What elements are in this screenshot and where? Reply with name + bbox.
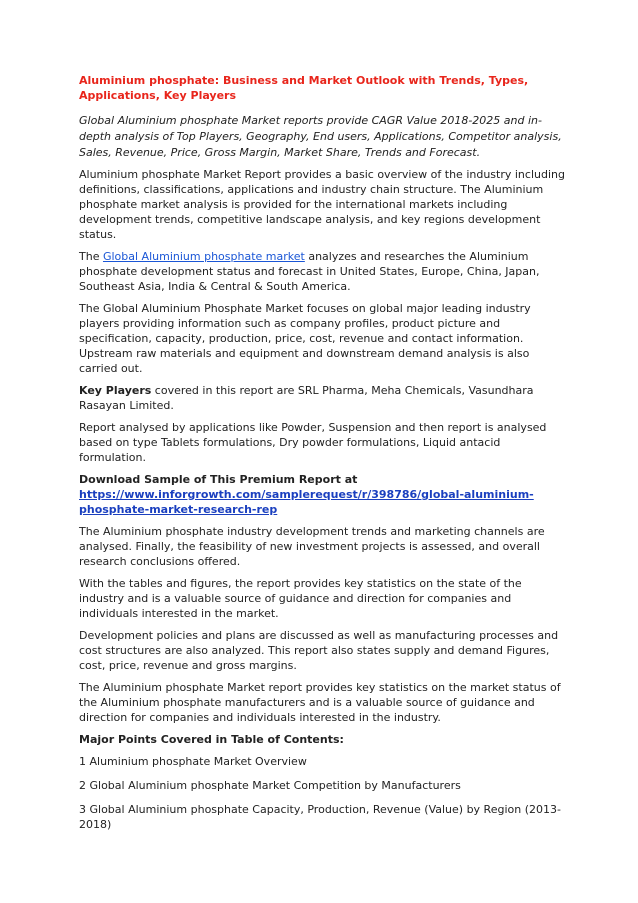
toc-item: 3 Global Aluminium phosphate Capacity, Production, Revenue (Value) by Region (2013-2018) [79, 803, 561, 831]
document-title: Aluminium phosphate: Business and Market Outlook with Trends, Types, Applications, Key Players [79, 74, 529, 102]
key-players-label: Key Players [79, 384, 152, 397]
regions-text-after: analyzes and researches the Aluminium phosphate development status and forecast in United States, Europe, China, Japan, Southeast Asia, India & Central & South America. [79, 250, 540, 293]
key-players-text: covered in this report are SRL Pharma, Meha Chemicals, Vasundhara Rasayan Limited. [79, 384, 534, 412]
toc-heading: Major Points Covered in Table of Contents: [79, 733, 344, 746]
regions-paragraph [79, 249, 566, 294]
download-label: Download Sample of This Premium Report at [79, 473, 358, 486]
applications-paragraph: Report analysed by applications like Powder, Suspension and then report is analysed based on type Tablets formulations, Dry powder formulations, Liquid antacid formulation. [79, 421, 547, 464]
overview-paragraph: Aluminium phosphate Market Report provides a basic overview of the industry including definitions, classifications, applications and industry chain structure. The Aluminium phosphate market analysis is provided for the international markets including development trends, competitive landscape analysis, and key regions development status. [79, 168, 565, 241]
regions-text-before: The [79, 250, 103, 263]
focus-paragraph: The Global Aluminium Phosphate Market focuses on global major leading industry players providing information such as company profiles, product picture and specification, capacity, production, price, cost, revenue and contact information. Upstream raw materials and equipment and downstream demand analysis is also carried out. [79, 302, 531, 375]
toc-item: 2 Global Aluminium phosphate Market Competition by Manufacturers [79, 779, 461, 792]
download-sample-link[interactable]: https://www.inforgrowth.com/samplerequest/r/398786/global-aluminium-phosphate-market-research-rep [79, 488, 534, 516]
market-status-paragraph: The Aluminium phosphate Market report provides key statistics on the market status of the Aluminium phosphate manufacturers and is a valuable source of guidance and direction for companies and individuals interested in the industry. [79, 681, 561, 724]
intro-paragraph: Global Aluminium phosphate Market reports provide CAGR Value 2018-2025 and in-depth analysis of Top Players, Geography, End users, Applications, Competitor analysis, Sales, Revenue, Price, Gross Margin, Market Share, Trends and Forecast. [79, 114, 562, 159]
market-link[interactable]: Global Aluminium phosphate market [102, 250, 305, 263]
statistics-paragraph: With the tables and figures, the report provides key statistics on the state of the industry and is a valuable source of guidance and direction for companies and individuals interested in the market. [79, 577, 522, 620]
policies-paragraph: Development policies and plans are discussed as well as manufacturing processes and cost structures are also analyzed. This report also states supply and demand Figures, cost, price, revenue and gross margins. [79, 629, 559, 672]
trends-paragraph: The Aluminium phosphate industry development trends and marketing channels are analysed. Finally, the feasibility of new investment projects is assessed, and overall research conclusions offered. [79, 525, 545, 568]
key-players-paragraph [79, 383, 566, 413]
download-sample [79, 472, 566, 517]
toc-item: 1 Aluminium phosphate Market Overview [79, 755, 307, 768]
